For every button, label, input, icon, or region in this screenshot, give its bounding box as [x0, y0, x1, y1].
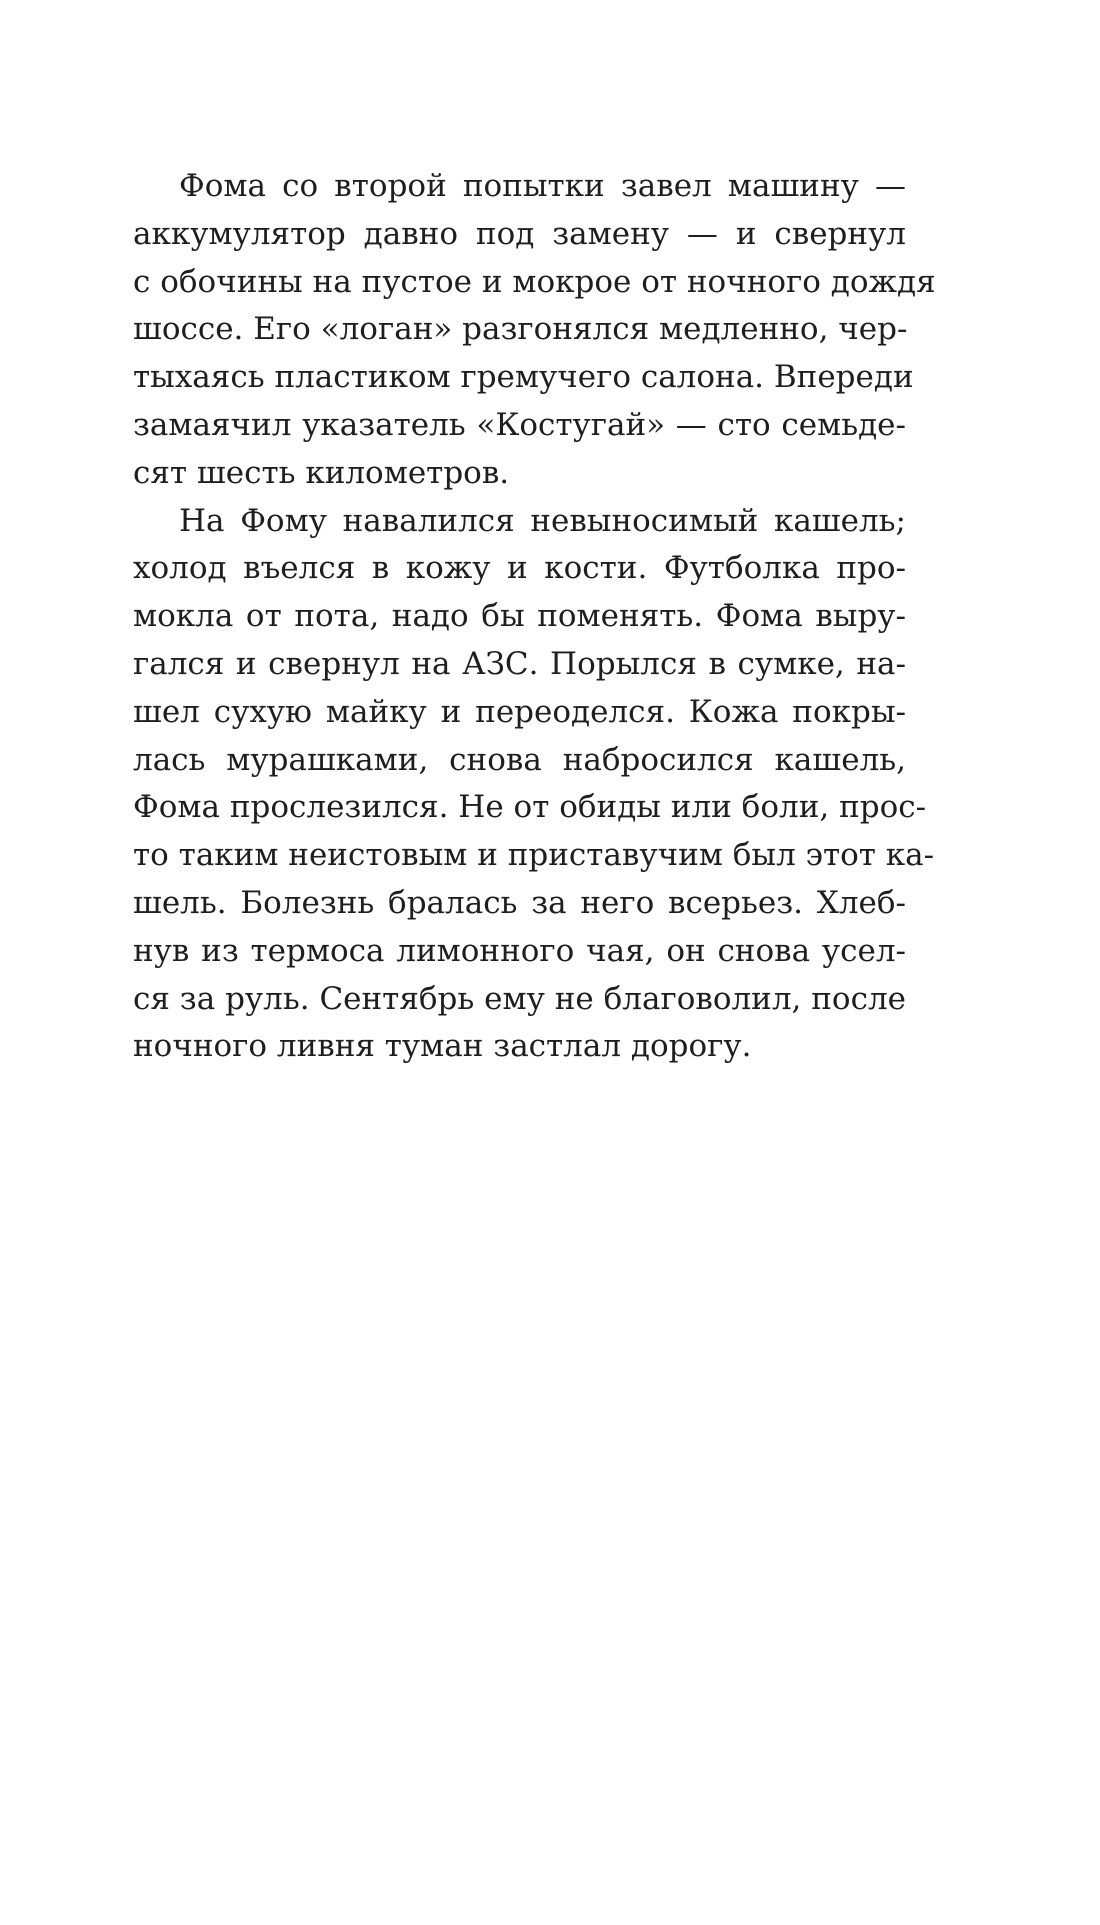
text-line: шел сухую майку и переоделся. Кожа покры-	[133, 693, 906, 730]
text-line: Фома со второй попытки завел машину —	[179, 168, 906, 204]
text-line: Фома прослезился. Не от обиды или боли, прос-	[133, 789, 927, 826]
text-line: шоссе. Его «логан» разгонялся медленно, чер-	[133, 311, 908, 348]
text-line: замаячил указатель «Костугай» — сто семьде-	[133, 406, 906, 443]
text-line: холод въелся в кожу и кости. Футболка про-	[133, 550, 906, 587]
text-line: мокла от пота, надо бы поменять. Фома выру-	[133, 598, 906, 635]
text-line: аккумулятор давно под замену — и свернул	[133, 215, 906, 252]
text-line: На Фому навалился невыносимый кашель;	[179, 502, 906, 539]
paragraph-2	[133, 498, 935, 1072]
body-text	[133, 163, 936, 1071]
text-line: то таким неистовым и приставучим был этот ка-	[133, 837, 935, 874]
text-line: с обочины на пустое и мокрое от ночного дождя	[133, 263, 936, 300]
text-line: шель. Болезнь бралась за него всерьез. Хлеб-	[133, 884, 906, 921]
text-line: нув из термоса лимонного чая, он снова усел-	[133, 932, 906, 969]
text-line: лась мурашками, снова набросился кашель,	[133, 741, 906, 778]
text-line: гался и свернул на АЗС. Порылся в сумке, на-	[133, 645, 906, 682]
text-line: ночного ливня туман застлал дорогу.	[133, 1028, 752, 1065]
text-line: сят шесть километров.	[133, 454, 510, 491]
text-line: ся за руль. Сентябрь ему не благоволил, после	[133, 980, 906, 1017]
paragraph-1	[133, 163, 936, 498]
text-line: тыхаясь пластиком гремучего салона. Впереди	[133, 359, 914, 396]
